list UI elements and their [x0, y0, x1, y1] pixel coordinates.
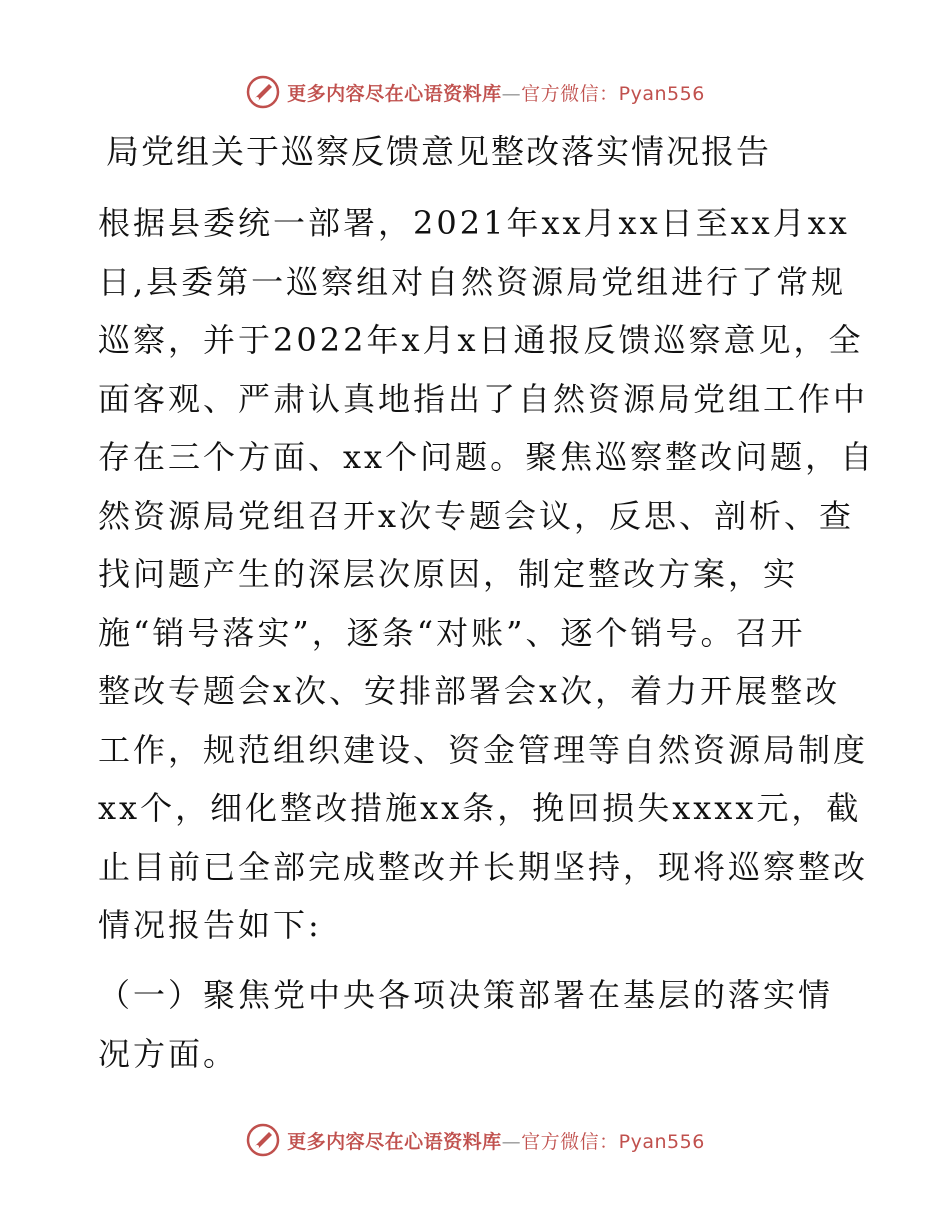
header-watermark — [0, 72, 950, 112]
watermark-separator: — — [501, 82, 522, 105]
text-line: 日,县委第一巡察组对自然资源局党组进行了常规 — [98, 262, 847, 301]
watermark-tail: 官方微信：Pyan556 — [521, 82, 705, 105]
text-line: 巡察，并于2022年x月x日通报反馈巡察意见，全 — [98, 321, 864, 359]
logo-pen-icon — [245, 1122, 281, 1158]
text-line: 整改专题会x次、安排部署会x次，着力开展整改 — [98, 672, 841, 710]
document-title: 局党组关于巡察反馈意见整改落实情况报告 — [106, 132, 771, 171]
text-line: （一）聚焦党中央各项决策部署在基层的落实情 — [98, 976, 834, 1014]
logo-pen-icon — [245, 74, 281, 110]
footer-watermark — [0, 1120, 950, 1160]
text-line: 工作，规范组织建设、资金管理等自然资源局制度 — [98, 730, 869, 769]
text-line: 况方面。 — [98, 1034, 239, 1073]
text-line: 面客观、严肃认真地指出了自然资源局党组工作中 — [98, 379, 869, 418]
watermark-main: 更多内容尽在心语资料库 — [287, 1130, 502, 1153]
text-line: 情况报告如下: — [98, 906, 322, 944]
text-line: 根据县委统一部署，2021年xx月xx日至xx月xx — [98, 204, 850, 242]
text-line: 然资源局党组召开x次专题会议，反思、剖析、查 — [98, 496, 855, 535]
body-paragraph-1 — [98, 194, 876, 955]
text-line: xx个，细化整改措施xx条，挽回损失xxxx元，截 — [98, 789, 862, 827]
watermark-tail: 官方微信：Pyan556 — [521, 1130, 705, 1153]
watermark-text — [287, 79, 705, 106]
text-line: 找问题产生的深层次原因，制定整改方案，实 — [98, 555, 799, 593]
watermark-separator: — — [501, 1130, 522, 1153]
text-line: 止目前已全部完成整改并长期坚持，现将巡察整改 — [98, 847, 869, 886]
text-line: 存在三个方面、xx个问题。聚焦巡察整改问题，自 — [98, 438, 876, 476]
text-line: 施“销号落实”，逐条“对账”、逐个销号。召开 — [98, 613, 806, 652]
watermark-text — [287, 1127, 705, 1154]
watermark-main: 更多内容尽在心语资料库 — [287, 82, 502, 105]
section-heading-1 — [98, 966, 858, 1083]
